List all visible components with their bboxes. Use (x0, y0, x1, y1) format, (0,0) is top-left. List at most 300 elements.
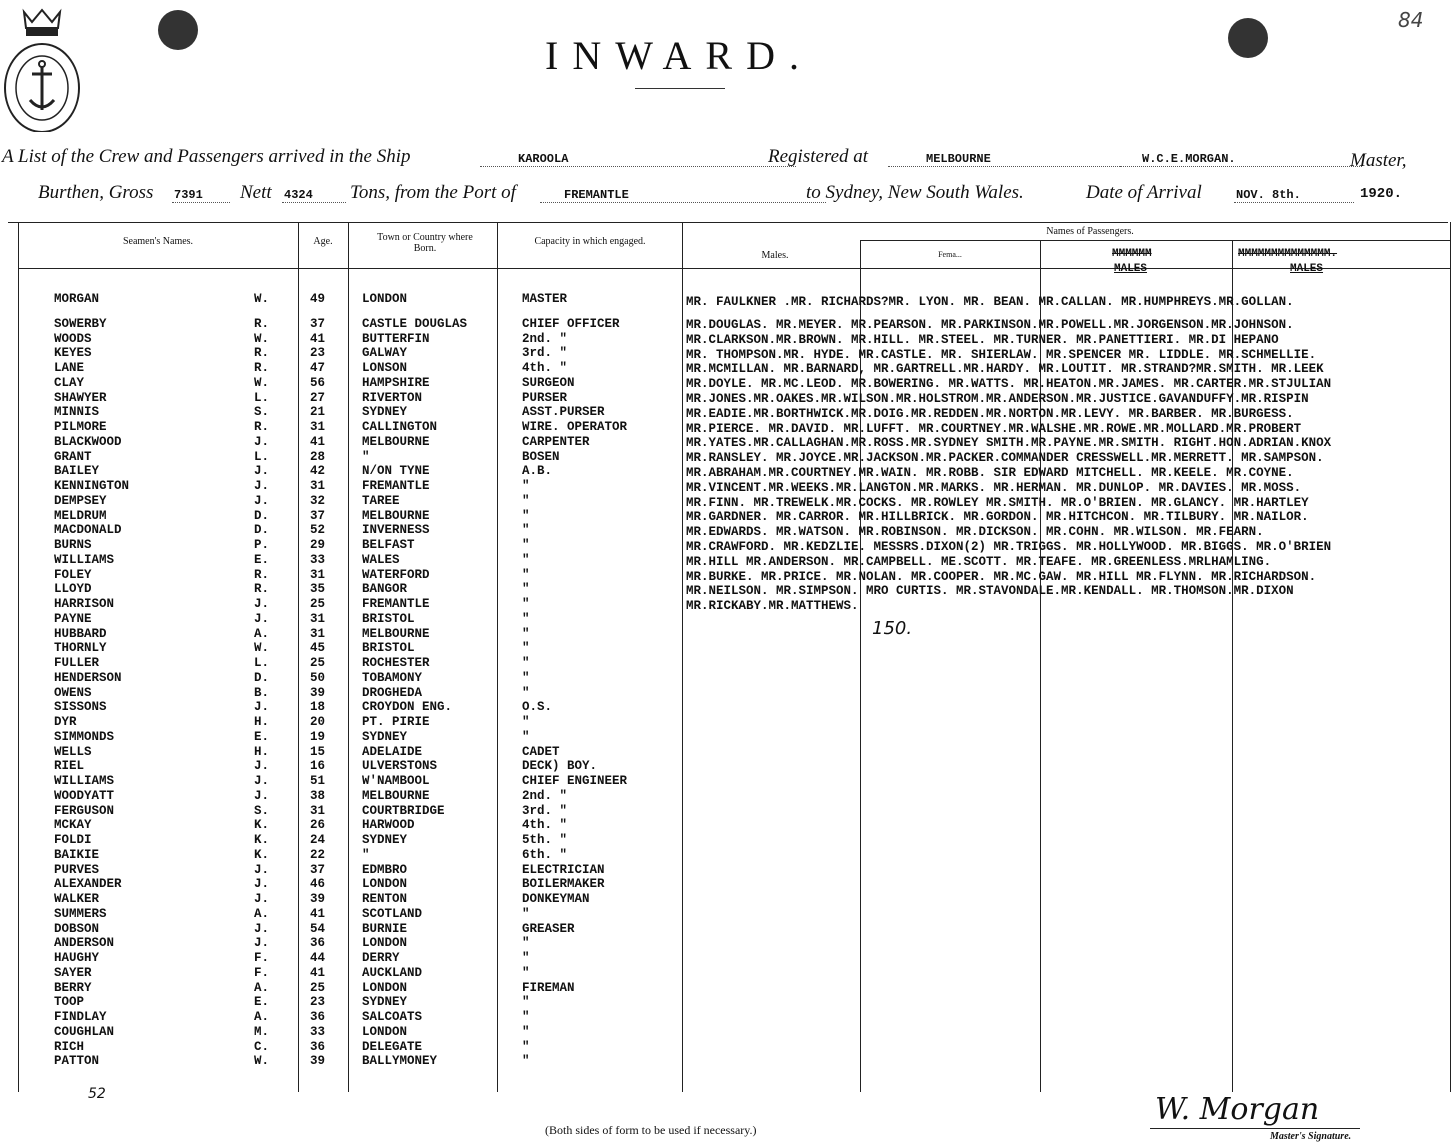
passenger-line: MR.VINCENT.MR.WEEKS.MR.LANGTON.MR.MARKS. MR.HERMAN. MR.DUNLOP. MR.DAVIES. MR.MOSS. (686, 480, 1302, 495)
crew-age: 23 (310, 995, 326, 1010)
crew-initial: W. (254, 292, 270, 306)
crew-capacity: " (522, 995, 530, 1010)
crew-town: SYDNEY (362, 729, 408, 744)
crew-initial: J. (254, 936, 270, 951)
department-seal (2, 6, 82, 132)
crew-initial: L. (254, 449, 270, 464)
passenger-line: MR.JONES.MR.OAKES.MR.WILSON.MR.HOLSTROM.MR.ANDERSON.MR.JUSTICE.GAVANDUFFY.MR.RISPIN (686, 392, 1309, 406)
crew-age: 33 (310, 552, 326, 567)
crew-name: SUMMERS (54, 906, 107, 921)
ship-name: KAROOLA (480, 152, 796, 167)
crew-name: KENNINGTON (54, 479, 130, 493)
crew-town: WATERFORD (362, 567, 430, 582)
crew-town: MELBOURNE (362, 508, 430, 523)
punch-hole-left (158, 10, 198, 50)
crew-age: 16 (310, 759, 326, 774)
crew-initial: J. (254, 774, 270, 788)
crew-initial: W. (254, 375, 270, 390)
col-header-col4: MALES (1290, 263, 1324, 275)
crew-age: 41 (310, 434, 326, 449)
crew-age: 31 (310, 420, 326, 434)
crew-town: N/ON TYNE (362, 464, 430, 479)
master-name: W.C.E.MORGAN. (1120, 152, 1362, 167)
crew-capacity: " (522, 936, 530, 951)
crew-age: 26 (310, 818, 326, 833)
crew-age: 49 (310, 292, 326, 306)
crew-town: SCOTLAND (362, 906, 423, 921)
passenger-line: MR.FINN. MR.TREWELK.MR.COCKS. MR.ROWLEY MR.SMITH. MR.O'BRIEN. MR.GLANCY. MR.HARTLEY (686, 495, 1309, 510)
crew-name: FULLER (54, 656, 100, 670)
crew-name: SISSONS (54, 700, 107, 715)
crew-initial: E. (254, 995, 270, 1010)
crew-capacity: ELECTRICIAN (522, 862, 605, 877)
crew-capacity: " (522, 906, 530, 921)
crew-age: 32 (310, 493, 326, 508)
registered-label: Registered at (768, 146, 869, 167)
page-number: 84 (1398, 8, 1424, 32)
nett-label: Nett (240, 182, 272, 203)
crew-initial: J. (254, 921, 270, 936)
crew-initial: J. (254, 464, 270, 479)
passenger-line: MR.CRAWFORD. MR.KEDZLIE. MESSRS.DIXON(2) MR.TRIGGS. MR.HOLLYWOOD. MR.BIGGS. MR.O'BRIEN (686, 540, 1332, 554)
crew-age: 21 (310, 405, 326, 420)
passenger-line: MR.ABRAHAM.MR.COURTNEY.MR.WAIN. MR.ROBB. SIR EDWARD MITCHELL. MR.KEELE. MR.COYNE. (686, 466, 1294, 480)
crew-town: HAMPSHIRE (362, 375, 430, 390)
master-label: Master, (1350, 150, 1407, 171)
crew-capacity: " (522, 538, 530, 552)
crew-name: RICH (54, 1039, 85, 1054)
crew-town: LONDON (362, 877, 408, 892)
crew-age: 35 (310, 582, 326, 597)
page-title: INWARD. (545, 33, 813, 78)
crew-age: 37 (310, 508, 326, 523)
crew-name: HARRISON (54, 597, 115, 611)
signature-label: Master's Signature. (1270, 1131, 1352, 1142)
crew-name: BERRY (54, 980, 92, 995)
crew-age: 56 (310, 375, 326, 390)
crew-initial: R. (254, 420, 270, 434)
crew-town: INVERNESS (362, 523, 430, 538)
crew-capacity: " (522, 685, 530, 700)
passenger-line: MR.CLARKSON.MR.BROWN. MR.HILL. MR.STEEL. MR.TURNER. MR.PANETTIERI. MR.DI HEPANO (686, 332, 1279, 347)
crew-town: EDMBRO (362, 862, 408, 877)
crew-town: CASTLE DOUGLAS (362, 316, 468, 331)
crew-age: 31 (310, 479, 326, 493)
crew-initial: B. (254, 685, 270, 700)
crew-town: RIVERTON (362, 390, 423, 405)
crew-town: COURTBRIDGE (362, 803, 445, 818)
crew-age: 25 (310, 597, 326, 611)
crew-name: RIEL (54, 759, 85, 774)
crew-initial: D. (254, 508, 270, 523)
col-header-capacity: Capacity in which engaged. (534, 236, 646, 247)
crew-capacity: MASTER (522, 292, 568, 306)
crew-town: FREMANTLE (362, 479, 430, 493)
nett-tonnage: 4324 (282, 188, 346, 203)
title-ornament (635, 88, 725, 89)
col-rule-capacity (497, 222, 498, 1092)
crew-name: WOODYATT (54, 788, 115, 803)
crew-town: DELEGATE (362, 1039, 423, 1054)
col-header-males: Males. (761, 250, 789, 261)
crew-name: WALKER (54, 892, 100, 906)
crew-town: CALLINGTON (362, 420, 438, 434)
crew-capacity: BOSEN (522, 449, 560, 464)
tons-label: Tons, from the Port of (350, 182, 516, 203)
crew-capacity: 5th. " (522, 833, 568, 847)
crew-initial: A. (254, 626, 270, 641)
crew-age: 31 (310, 626, 326, 641)
crew-capacity: CHIEF ENGINEER (522, 774, 628, 788)
col-header-names: Seamen's Names. (122, 236, 194, 247)
crew-name: FERGUSON (54, 803, 115, 818)
crew-age: 39 (310, 1054, 326, 1069)
crew-town: BELFAST (362, 538, 415, 552)
crew-capacity: " (522, 508, 530, 523)
crew-town: LONDON (362, 980, 408, 995)
crew-town: SYDNEY (362, 833, 408, 847)
departure-port: FREMANTLE (540, 188, 826, 203)
crew-capacity: " (522, 479, 530, 493)
col-header-col4-struck: MMMMMMMMMMMMMM. (1238, 248, 1338, 260)
crew-capacity: DECK) BOY. (522, 759, 598, 774)
crew-age: 51 (310, 774, 326, 788)
crew-capacity: DONKEYMAN (522, 892, 590, 906)
arrival-label: Date of Arrival (1086, 182, 1202, 203)
crew-capacity: " (522, 493, 530, 508)
crew-town: BRISTOL (362, 641, 415, 656)
crew-age: 31 (310, 803, 326, 818)
crew-age: 37 (310, 862, 326, 877)
crew-capacity: CARPENTER (522, 434, 590, 449)
col-rule-town (348, 222, 349, 1092)
crew-name: MACDONALD (54, 523, 122, 538)
crew-initial: W. (254, 641, 270, 656)
crew-town: TOBAMONY (362, 670, 423, 685)
crew-age: 31 (310, 567, 326, 582)
passenger-line: MR.MCMILLAN. MR.BARNARD, MR.GARTRELL.MR.HARDY. MR.LOUTIT. MR.STRAND?MR.SMITH. MR.LEEK (686, 362, 1324, 377)
crew-age: 24 (310, 833, 326, 847)
crew-age: 15 (310, 744, 326, 759)
col-header-col3: MALES (1114, 263, 1148, 275)
burthen-label: Burthen, Gross (38, 182, 154, 203)
crew-initial: A. (254, 906, 270, 921)
crew-count: 52 (88, 1086, 106, 1102)
crew-initial: H. (254, 744, 270, 759)
passenger-line: MR.NEILSON. MR.SIMPSON. MRO CURTIS. MR.STAVONDALE.MR.KENDALL. MR.THOMSON.MR.DIXON (686, 584, 1294, 599)
crew-name: MINNIS (54, 405, 100, 420)
crew-town: WALES (362, 552, 400, 567)
crew-capacity: FIREMAN (522, 980, 575, 995)
crew-name: TOOP (54, 995, 85, 1010)
crew-initial: S. (254, 803, 270, 818)
crew-age: 50 (310, 670, 326, 685)
crew-name: BLACKWOOD (54, 434, 122, 449)
crew-age: 47 (310, 361, 326, 375)
crew-age: 45 (310, 641, 326, 656)
crew-name: THORNLY (54, 641, 107, 656)
crew-initial: F. (254, 951, 270, 965)
crew-town: BUTTERFIN (362, 331, 430, 346)
crew-initial: A. (254, 1010, 270, 1024)
crew-age: 27 (310, 390, 326, 405)
crew-name: FOLDI (54, 833, 92, 847)
col-header-age: Age. (313, 236, 333, 247)
col-header-females: Fema... (938, 250, 962, 259)
arrival-date: NOV. 8th. (1234, 188, 1354, 203)
col-rule-age (298, 222, 299, 1092)
crew-initial: R. (254, 582, 270, 597)
passenger-line: MR.YATES.MR.CALLAGHAN.MR.ROSS.MR.SYDNEY SMITH.MR.PAYNE.MR.SMITH. RIGHT.HON.ADRIAN.KNOX (686, 436, 1332, 451)
crew-name: DEMPSEY (54, 493, 107, 508)
crew-name: PATTON (54, 1054, 100, 1069)
crew-name: HAUGHY (54, 951, 100, 965)
crew-initial: W. (254, 1054, 270, 1069)
crew-initial: S. (254, 405, 270, 420)
crew-town: MELBOURNE (362, 626, 430, 641)
crew-initial: J. (254, 700, 270, 715)
crew-age: 36 (310, 1010, 326, 1024)
crew-town: ULVERSTONS (362, 759, 438, 774)
crew-name: PILMORE (54, 420, 107, 434)
crew-initial: R. (254, 361, 270, 375)
passenger-line: MR.DOUGLAS. MR.MEYER. MR.PEARSON. MR.PARKINSON.MR.POWELL.MR.JORGENSON.MR.JOHNSON. (686, 318, 1294, 332)
crew-name: COUGHLAN (54, 1024, 115, 1039)
crew-capacity: " (522, 1054, 530, 1069)
crew-town: SYDNEY (362, 405, 408, 420)
crew-capacity: " (522, 1010, 530, 1024)
crew-age: 54 (310, 921, 326, 936)
passenger-total: 150. (872, 618, 913, 639)
crew-initial: J. (254, 434, 270, 449)
crew-age: 25 (310, 980, 326, 995)
crew-initial: M. (254, 1024, 270, 1039)
crew-age: 36 (310, 1039, 326, 1054)
crew-initial: L. (254, 656, 270, 670)
table-left-rule (18, 222, 19, 1092)
passenger-subheader-rule (860, 240, 1450, 241)
crew-age: 41 (310, 965, 326, 980)
crew-name: WILLIAMS (54, 552, 115, 567)
crew-town: SALCOATS (362, 1010, 423, 1024)
crew-capacity: " (522, 582, 530, 597)
crew-capacity: 2nd. " (522, 788, 568, 803)
crew-age: 33 (310, 1024, 326, 1039)
crew-town: " (362, 449, 370, 464)
master-signature: W. Morgan (1155, 1092, 1320, 1127)
crew-town: BALLYMONEY (362, 1054, 438, 1069)
crew-age: 29 (310, 538, 326, 552)
crew-capacity: WIRE. OPERATOR (522, 420, 628, 434)
crew-town: DERRY (362, 951, 400, 965)
crew-name: BAIKIE (54, 847, 100, 862)
col-header-col3-struck: MMMMMM (1112, 248, 1152, 260)
crew-age: 31 (310, 611, 326, 626)
crew-initial: J. (254, 788, 270, 803)
crew-name: BURNS (54, 538, 92, 552)
crew-capacity: " (522, 1039, 530, 1054)
passenger-line: MR.RICKABY.MR.MATTHEWS. (686, 599, 859, 614)
crew-capacity: 2nd. " (522, 331, 568, 346)
crew-capacity: BOILERMAKER (522, 877, 605, 892)
crew-initial: K. (254, 847, 270, 862)
crew-initial: H. (254, 715, 270, 729)
crew-town: MELBOURNE (362, 434, 430, 449)
passenger-line: MR. THOMPSON.MR. HYDE. MR.CASTLE. MR. SHIERLAW. MR.SPENCER MR. LIDDLE. MR.SCHMELLIE. (686, 347, 1317, 362)
crew-age: 25 (310, 656, 326, 670)
passenger-line: MR.EDWARDS. MR.WATSON. MR.ROBINSON. MR.DICKSON. MR.COHN. MR.WILSON. MR.FEARN. (686, 525, 1264, 540)
crew-town: " (362, 847, 370, 862)
crew-name: SHAWYER (54, 390, 107, 405)
passenger-line: MR.DOYLE. MR.MC.LEOD. MR.BOWERING. MR.WATTS. MR.HEATON.MR.JAMES. MR.CARTER.MR.STJULIAN (686, 377, 1332, 392)
crew-initial: J. (254, 493, 270, 508)
crew-age: 46 (310, 877, 326, 892)
crew-initial: J. (254, 862, 270, 877)
crew-name: BAILEY (54, 464, 100, 479)
crew-name: ANDERSON (54, 936, 115, 951)
crew-capacity: SURGEON (522, 375, 575, 390)
crew-capacity: " (522, 729, 530, 744)
crew-initial: K. (254, 833, 270, 847)
destination-label: to Sydney, New South Wales. (806, 182, 1024, 203)
crew-capacity: " (522, 1024, 530, 1039)
table-top-rule (8, 222, 1448, 223)
crew-capacity: " (522, 715, 530, 729)
passenger-line: MR.RANSLEY. MR.JOYCE.MR.JACKSON.MR.PACKER.COMMANDER CRESSWELL.MR.MERRETT. MR.SAMPSON. (686, 451, 1324, 466)
crew-name: CLAY (54, 375, 85, 390)
crew-age: 41 (310, 331, 326, 346)
crew-initial: E. (254, 552, 270, 567)
crew-town: LONDON (362, 936, 408, 951)
crew-initial: F. (254, 965, 270, 980)
crew-capacity: " (522, 597, 530, 611)
crew-name: FINDLAY (54, 1010, 107, 1024)
signature-line (1150, 1128, 1360, 1129)
crew-capacity: " (522, 626, 530, 641)
passenger-line: MR.GARDNER. MR.CARROR. MR.HILLBRICK. MR.GORDON. MR.HITCHCON. MR.TILBURY. MR.NAILOR. (686, 510, 1309, 525)
crew-capacity: " (522, 951, 530, 965)
punch-hole-right (1228, 18, 1268, 58)
crew-town: ADELAIDE (362, 744, 423, 759)
crew-initial: P. (254, 538, 270, 552)
crew-town: BURNIE (362, 921, 408, 936)
crew-name: WOODS (54, 331, 92, 346)
crew-initial: J. (254, 597, 270, 611)
crew-initial: R. (254, 567, 270, 582)
crew-name: DOBSON (54, 921, 100, 936)
crew-name: OWENS (54, 685, 92, 700)
crew-name: WELLS (54, 744, 92, 759)
crew-town: HARWOOD (362, 818, 415, 833)
crew-capacity: CHIEF OFFICER (522, 316, 620, 331)
crew-name: HENDERSON (54, 670, 122, 685)
crew-capacity: " (522, 523, 530, 538)
footer-note: (Both sides of form to be used if necessary.) (545, 1123, 757, 1137)
col-rule-passengers (682, 222, 683, 1092)
crew-town: DROGHEDA (362, 685, 423, 700)
crew-initial: J. (254, 759, 270, 774)
crew-capacity: O.S. (522, 700, 553, 715)
crew-capacity: A.B. (522, 464, 553, 479)
crew-name: ALEXANDER (54, 877, 122, 892)
crew-initial: C. (254, 1039, 270, 1054)
crew-town: MELBOURNE (362, 788, 430, 803)
crew-town: TAREE (362, 493, 400, 508)
crew-name: SIMMONDS (54, 729, 115, 744)
crew-age: 38 (310, 788, 326, 803)
crew-capacity: GREASER (522, 921, 575, 936)
crew-town: AUCKLAND (362, 965, 423, 980)
crew-age: 36 (310, 936, 326, 951)
crew-initial: L. (254, 390, 270, 405)
crew-town: RENTON (362, 892, 408, 906)
crew-name: DYR (54, 715, 77, 729)
crew-capacity: 4th. " (522, 361, 568, 375)
gross-tonnage: 7391 (172, 188, 230, 203)
crew-capacity: " (522, 965, 530, 980)
crew-age: 42 (310, 464, 326, 479)
crew-capacity: 6th. " (522, 847, 568, 862)
crew-age: 44 (310, 951, 326, 965)
crew-town: ROCHESTER (362, 656, 430, 670)
crew-capacity: " (522, 641, 530, 656)
crew-capacity: " (522, 567, 530, 582)
crew-initial: A. (254, 980, 270, 995)
crew-age: 39 (310, 685, 326, 700)
crew-initial: J. (254, 892, 270, 906)
registered-port: MELBOURNE (888, 152, 1146, 167)
crew-age: 37 (310, 316, 326, 331)
crew-name: KEYES (54, 346, 92, 361)
crew-capacity: " (522, 552, 530, 567)
crew-name: SAYER (54, 965, 92, 980)
crew-capacity: 3rd. " (522, 346, 568, 361)
crew-name: LANE (54, 361, 85, 375)
crew-town: CROYDON ENG. (362, 700, 453, 715)
crew-age: 19 (310, 729, 326, 744)
crew-town: BANGOR (362, 582, 408, 597)
crew-age: 52 (310, 523, 326, 538)
passenger-line: MR.HILL MR.ANDERSON. MR.CAMPBELL. ME.SCOTT. MR.TEAFE. MR.GREENLESS.MRLHAMLING. (686, 554, 1272, 569)
crew-name: MCKAY (54, 818, 92, 833)
crew-name: SOWERBY (54, 316, 107, 331)
crew-capacity: " (522, 611, 530, 626)
crew-age: 18 (310, 700, 326, 715)
crew-age: 22 (310, 847, 326, 862)
crew-town: GALWAY (362, 346, 408, 361)
crew-capacity: PURSER (522, 390, 568, 405)
crew-town: LONDON (362, 1024, 408, 1039)
crew-initial: E. (254, 729, 270, 744)
col-header-town: Town or Country where Born. (377, 232, 473, 254)
passenger-line: MR.EADIE.MR.BORTHWICK.MR.DOIG.MR.REDDEN.MR.NORTON.MR.LEVY. MR.BARBER. MR.BURGESS. (686, 406, 1294, 421)
crew-name: WILLIAMS (54, 774, 115, 788)
crew-age: 41 (310, 906, 326, 921)
crew-initial: J. (254, 479, 270, 493)
table-header-rule (18, 268, 1450, 269)
crew-initial: J. (254, 877, 270, 892)
crew-name: MELDRUM (54, 508, 107, 523)
crew-town: FREMANTLE (362, 597, 430, 611)
passenger-line: MR.PIERCE. MR.DAVID. MR.LUFFT. MR.COURTNEY.MR.WALSHE.MR.ROWE.MR.MOLLARD.MR.PROBERT (686, 421, 1302, 436)
crew-name: MORGAN (54, 292, 100, 306)
passenger-line: MR.BURKE. MR.PRICE. MR.NOLAN. MR.COOPER. MR.MC.GAW. MR.HILL MR.FLYNN. MR.RICHARDSON. (686, 569, 1317, 584)
crew-town: W'NAMBOOL (362, 774, 430, 788)
crew-town: PT. PIRIE (362, 715, 430, 729)
crew-capacity: " (522, 670, 530, 685)
crew-age: 28 (310, 449, 326, 464)
crew-town: BRISTOL (362, 611, 415, 626)
